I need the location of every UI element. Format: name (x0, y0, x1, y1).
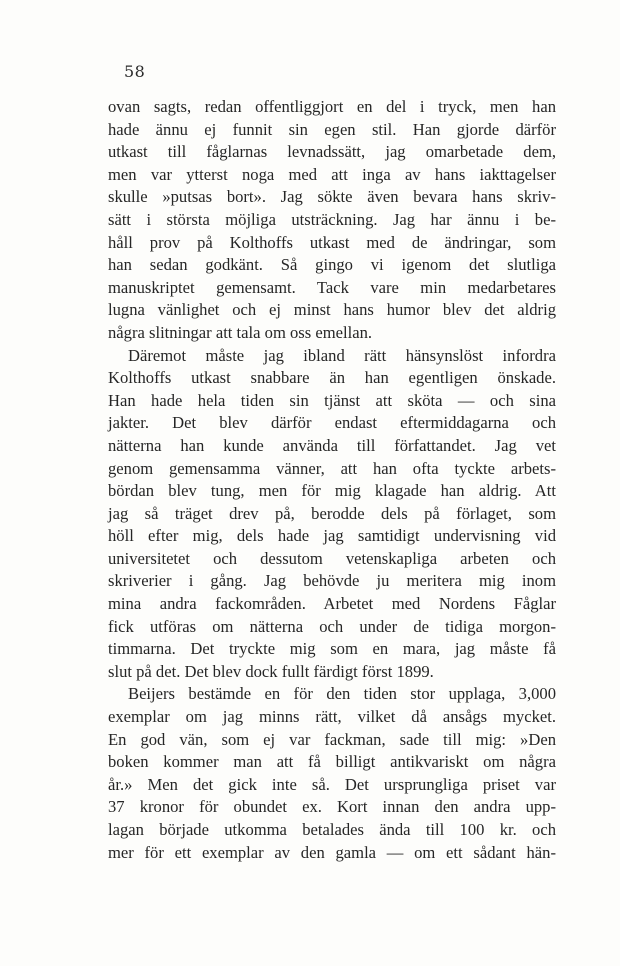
text-line: ovan sagts, redan offentliggjort en del i tryck, men han (108, 97, 556, 116)
text-line: några slitningar att tala om oss emellan. (108, 322, 373, 342)
text-line: lugna vänlighet och ej minst hans humor blev det aldrig (108, 300, 556, 320)
text-line: jag så träget drev på, berodde dels på förlaget, som (108, 503, 556, 523)
text-line: skulle »putsas bort». Jag sökte även bevara hans skriv- (108, 187, 556, 207)
text-line: men var ytterst noga med att inga av hans iakttagelser (108, 164, 556, 184)
text-line: En god vän, som ej var fackman, sade till mig: »Den (108, 729, 556, 749)
text-line: 37 kronor för obundet ex. Kort innan den andra upp- (108, 797, 556, 817)
text-line: slut på det. Det blev dock fullt färdigt först 1899. (108, 661, 434, 681)
text-line: timmarna. Det tryckte mig som en mara, jag måste få (108, 639, 556, 659)
text-line: utkast till fåglarnas levnadssätt, jag omarbetade dem, (108, 142, 556, 162)
text-line: Kolthoffs utkast snabbare än han egentligen önskade. (108, 368, 556, 388)
text-line: nätterna han kunde använda till författandet. Jag vet (108, 435, 556, 455)
paragraph-start-line: Beijers bestämde en för den tiden stor upplaga, 3,000 (128, 684, 556, 704)
text-line: genom gemensamma vänner, att han ofta tyckte arbets- (108, 458, 556, 478)
text-line: år.» Men det gick inte så. Det ursprungliga priset var (108, 774, 556, 794)
text-line: mer för ett exemplar av den gamla — om ett sådant hän- (108, 842, 556, 862)
text-line: boken kommer man att få billigt antikvariskt om några (108, 752, 556, 772)
text-line: exemplar om jag minns rätt, vilket då ansågs mycket. (108, 707, 556, 727)
text-line: bördan blev tung, men för mig klagade han aldrig. Att (108, 481, 556, 501)
text-line: manuskriptet gemensamt. Tack vare min medarbetares (108, 277, 556, 297)
text-line: jakter. Det blev därför endast eftermiddagarna och (108, 413, 556, 433)
text-line: universitetet och dessutom vetenskapliga arbeten och (108, 548, 556, 568)
text-line: hade ännu ej funnit sin egen stil. Han gjorde därför (108, 119, 556, 139)
text-line: höll efter mig, dels hade jag samtidigt undervisning vid (108, 526, 556, 546)
text-line: lagan började utkomma betalades ända till 100 kr. och (108, 820, 556, 839)
text-line: sätt i största möjliga utsträckning. Jag har ännu i be- (108, 209, 556, 229)
text-line: mina andra fackområden. Arbetet med Nordens Fåglar (108, 594, 556, 614)
text-line: fick utföras om nätterna och under de tidiga morgon- (108, 616, 556, 636)
body-text (108, 96, 556, 864)
text-line: Han hade hela tiden sin tjänst att sköta — och sina (108, 390, 556, 410)
text-line: han sedan godkänt. Så gingo vi igenom det slutliga (108, 255, 556, 275)
page-number: 58 (124, 62, 146, 81)
paragraph-start-line: Däremot måste jag ibland rätt hänsynslöst infordra (128, 345, 556, 365)
text-line: håll prov på Kolthoffs utkast med de ändringar, som (108, 232, 556, 252)
text-line: skriverier i gång. Jag behövde ju meritera mig inom (108, 571, 556, 591)
